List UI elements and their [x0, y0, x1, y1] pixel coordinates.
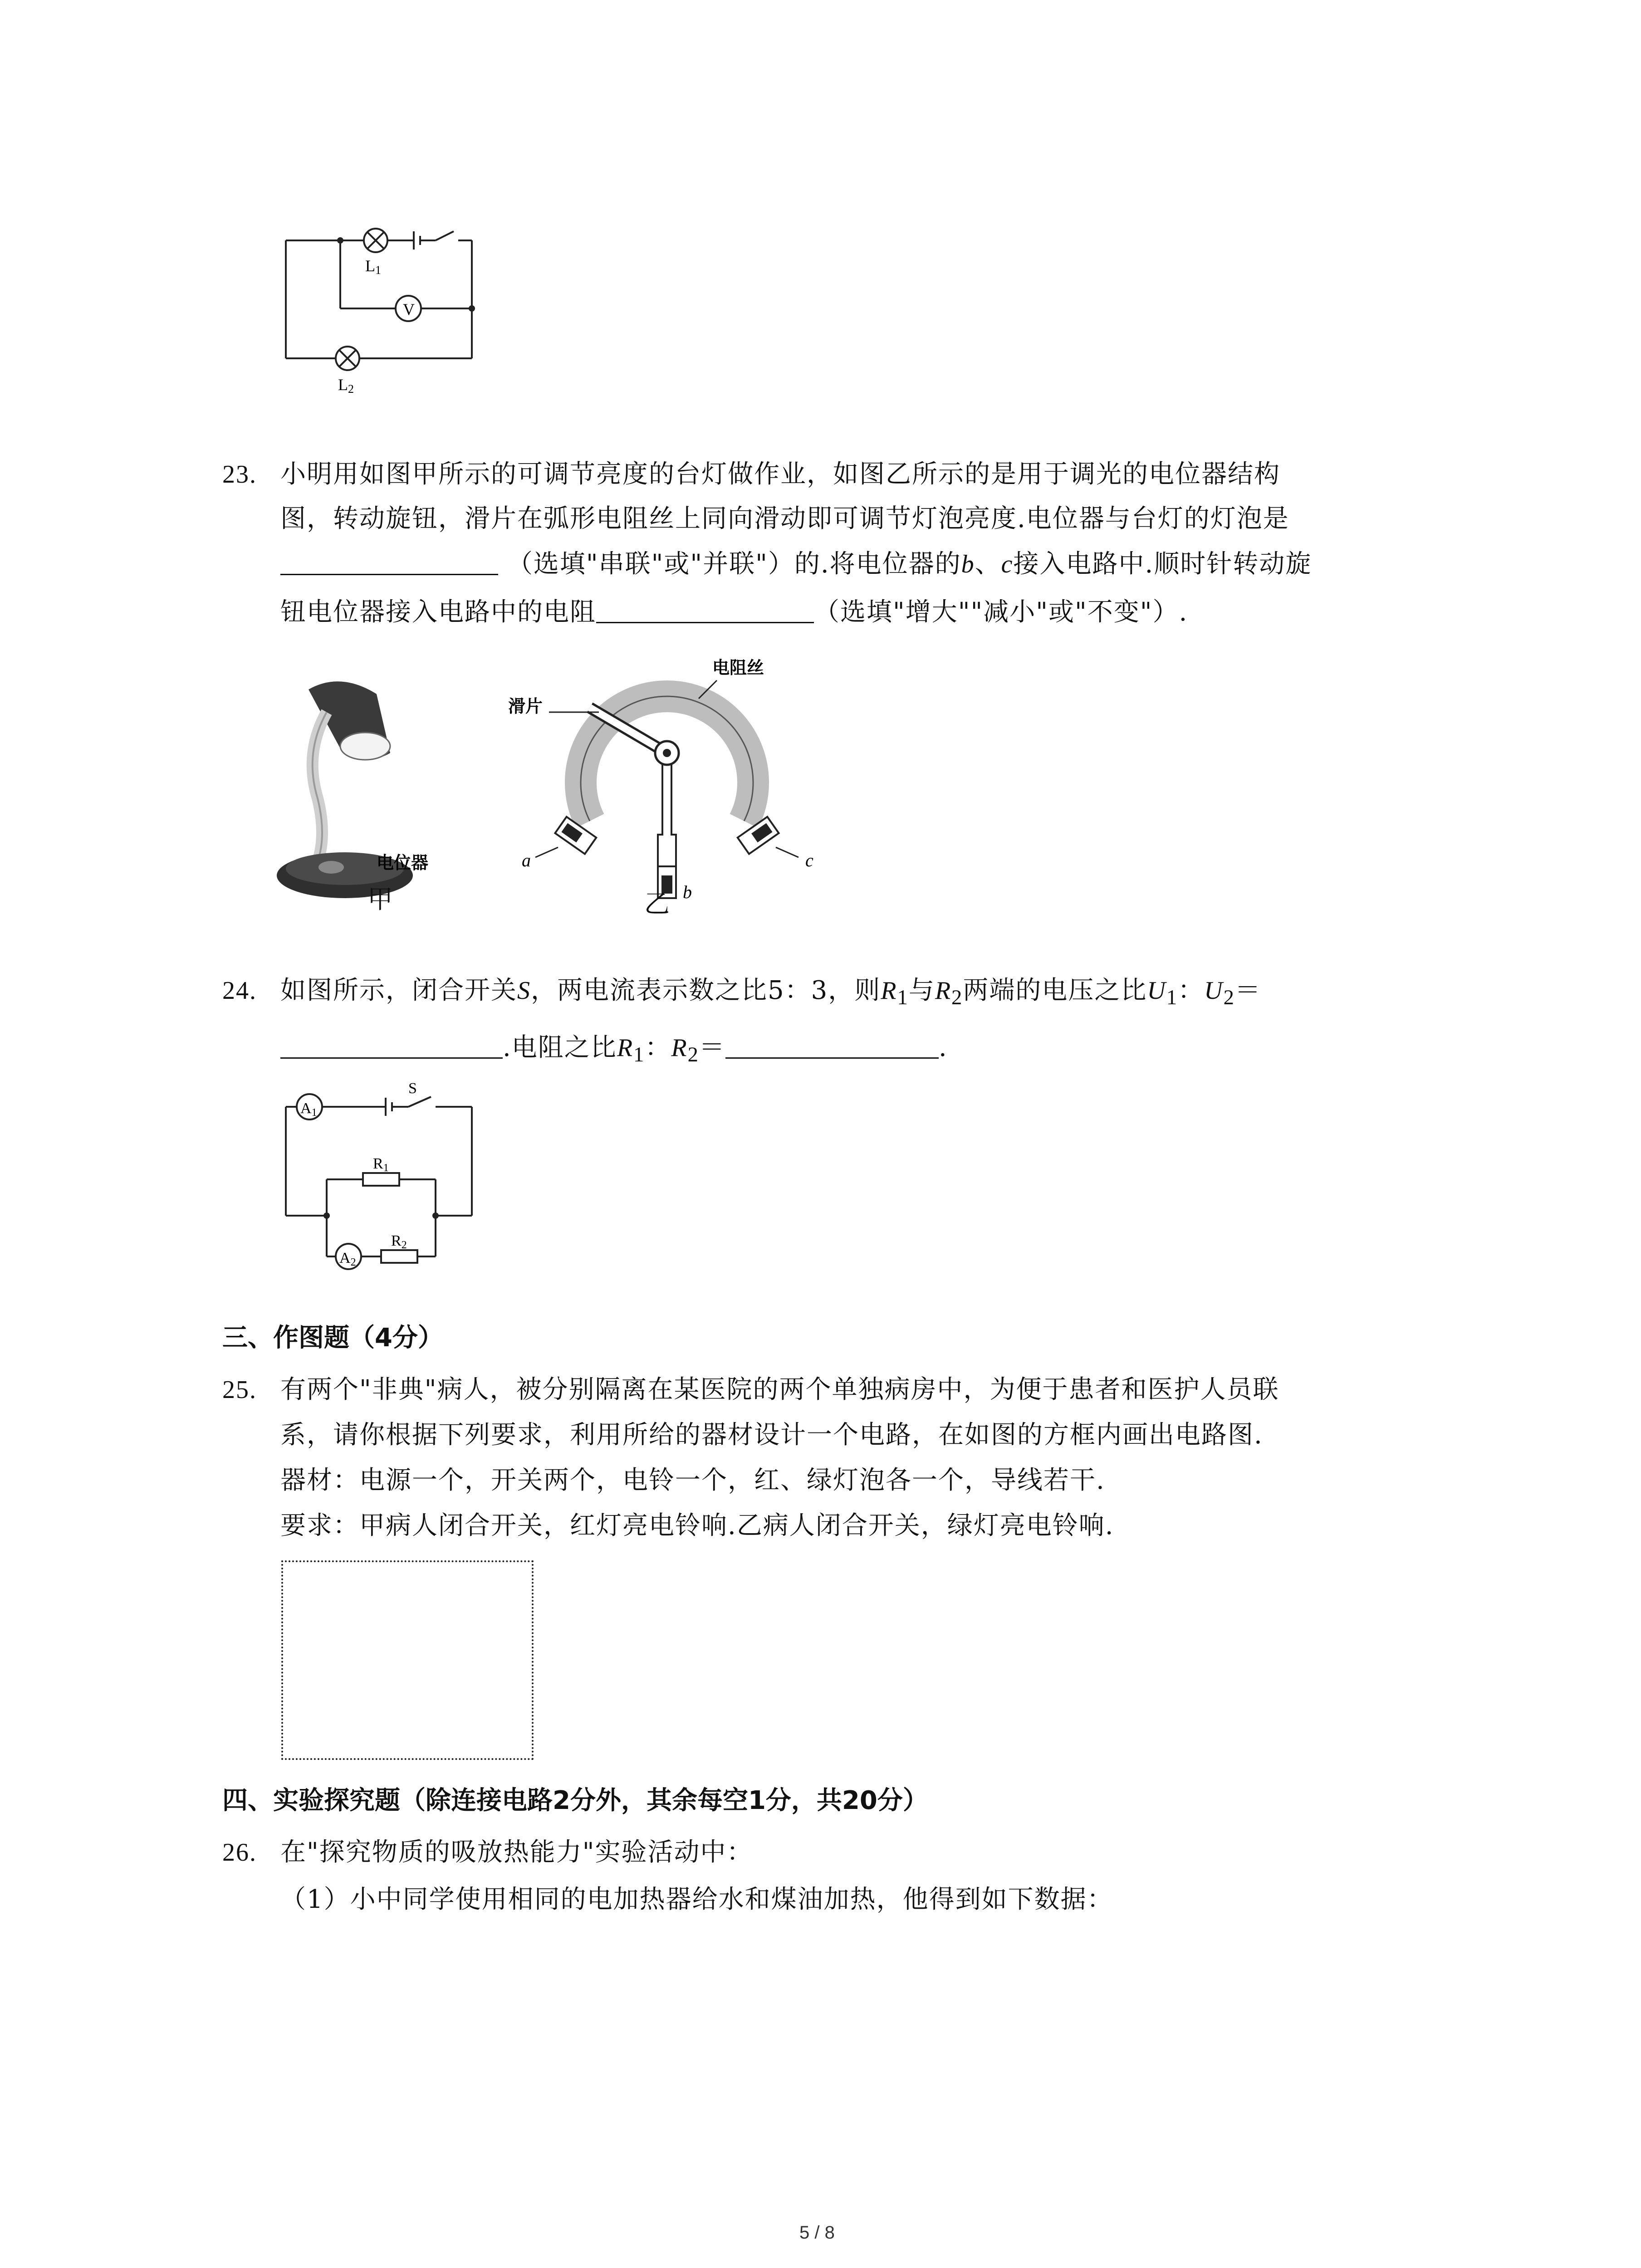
section-3-title: 三、作图题（4分） — [222, 1323, 443, 1353]
svg-text:R2: R2 — [391, 1232, 407, 1251]
label-l2: L — [338, 376, 348, 394]
label-v: V — [403, 300, 415, 318]
svg-text:A2: A2 — [339, 1250, 356, 1268]
pot-label-wire: 电阻丝 — [712, 658, 764, 678]
svg-text:L2 — [338, 376, 354, 396]
pot-label-c: c — [805, 850, 813, 870]
caption-jia: 甲 — [367, 885, 394, 914]
q23-blank-2[interactable] — [596, 599, 814, 623]
q23-line2: 图，转动旋钮，滑片在弧形电阻丝上同向滑动即可调节灯泡亮度.电位器与台灯的灯泡是 — [280, 504, 1289, 533]
q25-line4: 要求：甲病人闭合开关，红灯亮电铃响.乙病人闭合开关，绿灯亮电铃响. — [280, 1511, 1114, 1540]
q23-line3: （选填"串联"或"并联"）的.将电位器的b、c接入电路中.顺时针转动旋 — [280, 549, 1312, 580]
label-l2-sub: 2 — [348, 382, 354, 396]
q24-line1: 如图所示，闭合开关S，两电流表示数之比5：3，则$R_1$与$R_2$两端的电压之比$U_1$：$U_2=$ — [280, 976, 1261, 1010]
q23-number: 23. — [222, 460, 257, 489]
svg-text:L1 — [365, 257, 381, 277]
q24-line2: .电阻之比$R_1$：$R_2=$ . — [280, 1032, 948, 1070]
var-s: S — [517, 977, 531, 1005]
q25-line2: 系，请你根据下列要求，利用所给的器材设计一个电路，在如图的方框内画出电路图. — [280, 1420, 1263, 1450]
q25-line3: 器材：电源一个，开关两个，电铃一个，红、绿灯泡各一个，导线若干. — [280, 1466, 1105, 1495]
figure-potentiometer — [508, 653, 853, 907]
q23-line4: 钮电位器接入电路中的电阻 （选填"增大""减小"或"不变"）. — [280, 597, 1188, 627]
lamp-label-potentiometer: 电位器 — [377, 853, 429, 873]
var-b: b — [961, 550, 975, 578]
q25-line1: 有两个"非典"病人，被分别隔离在某医院的两个单独病房中，为便于患者和医护人员联 — [280, 1375, 1279, 1404]
figure-desk-lamp — [277, 662, 467, 916]
page-number: 5 / 8 — [799, 2223, 835, 2243]
section-4-title: 四、实验探究题（除连接电路2分外，其余每空1分，共20分） — [222, 1786, 928, 1815]
label-l1: L — [365, 257, 375, 275]
q26-line1: 在"探究物质的吸放热能力"实验活动中： — [280, 1838, 753, 1867]
q23-blank-1[interactable] — [280, 551, 498, 575]
q25-number: 25. — [222, 1376, 257, 1404]
drawing-answer-box[interactable] — [281, 1560, 534, 1760]
var-c: c — [1001, 550, 1014, 578]
q23-line1: 小明用如图甲所示的可调节亮度的台灯做作业，如图乙所示的是用于调光的电位器结构 — [280, 459, 1280, 489]
q26-line2: （1）小中同学使用相同的电加热器给水和煤油加热，他得到如下数据： — [280, 1885, 1113, 1914]
label-l1-sub: 1 — [375, 264, 381, 277]
q26-number: 26. — [222, 1838, 257, 1867]
q24-blank-2[interactable] — [725, 1035, 939, 1059]
label-switch-s: S — [408, 1080, 417, 1097]
pot-label-b: b — [683, 882, 692, 902]
pot-label-a: a — [522, 850, 531, 870]
svg-text:A1: A1 — [300, 1100, 317, 1119]
q24-blank-1[interactable] — [280, 1035, 503, 1059]
pot-label-slider: 滑片 — [508, 696, 543, 716]
svg-text:R1: R1 — [373, 1155, 389, 1174]
figure-q22-circuit — [272, 213, 490, 404]
caption-yi: 乙 — [644, 890, 671, 919]
figure-q24-circuit — [272, 1080, 490, 1270]
q24-number: 24. — [222, 977, 257, 1005]
